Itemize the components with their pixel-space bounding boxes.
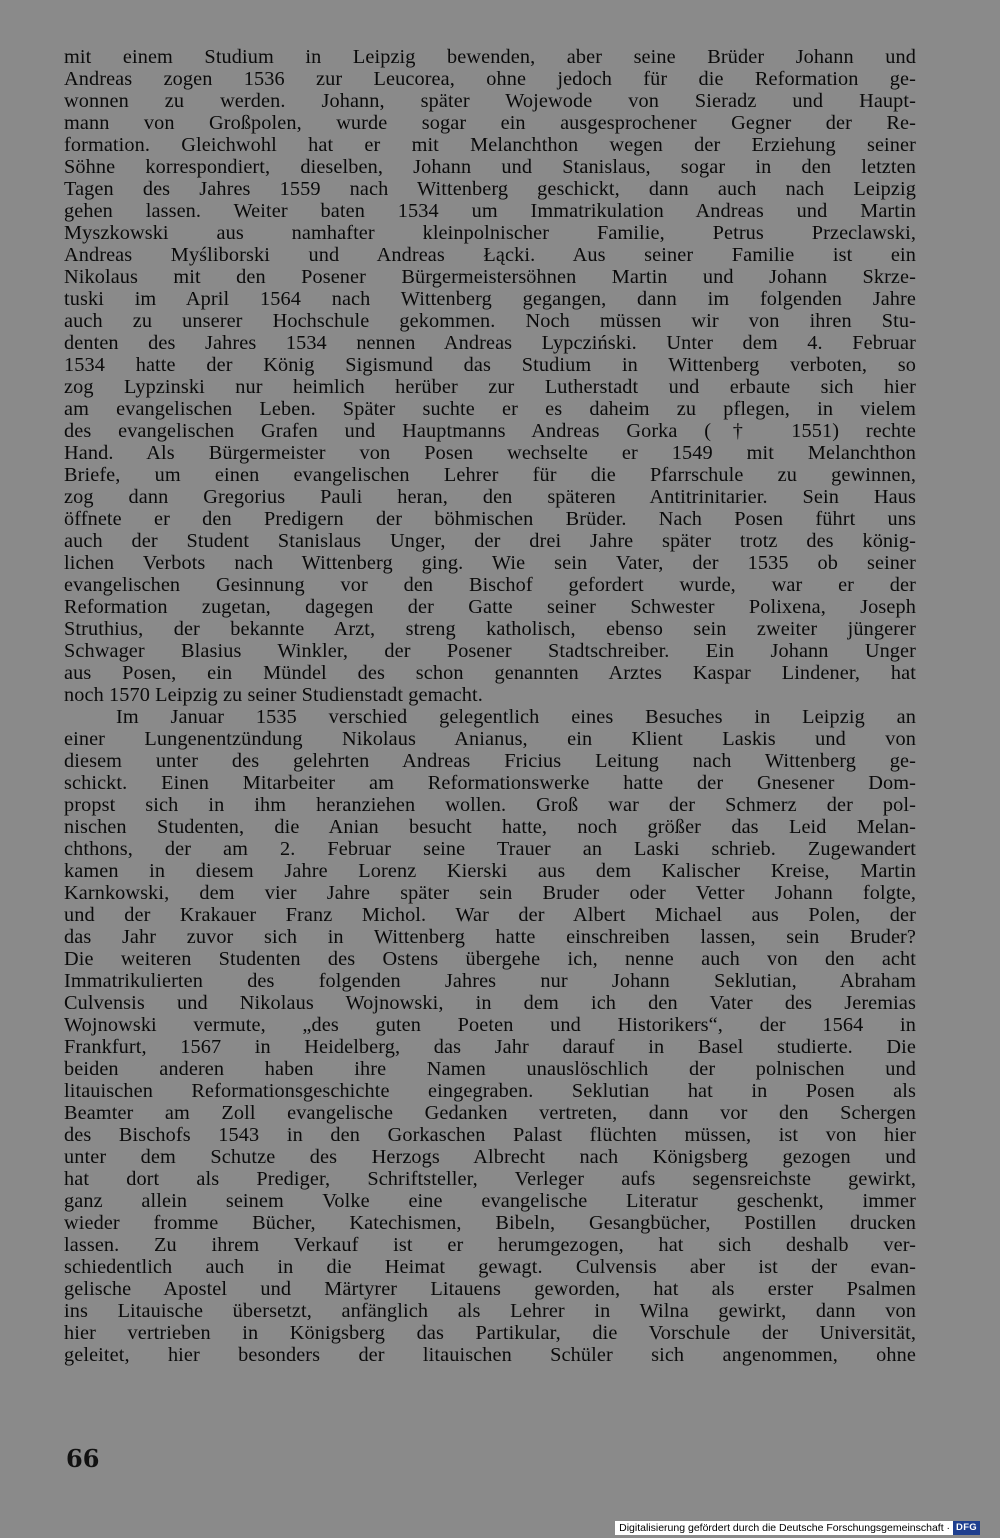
text-line: wieder fromme Bücher, Katechismen, Bibeln, Gesangbücher, Postillen drucken xyxy=(64,1212,916,1234)
text-line: nischen Studenten, die Anian besucht hatte, noch größer das Leid Melan- xyxy=(64,816,916,838)
text-line: öffnete er den Predigern der böhmischen Brüder. Nach Posen führt uns xyxy=(64,508,916,530)
body-text xyxy=(64,46,916,1366)
text-line: Reformation zugetan, dagegen der Gatte seiner Schwester Polixena, Joseph xyxy=(64,596,916,618)
text-line: 1534 hatte der König Sigismund das Studium in Wittenberg verboten, so xyxy=(64,354,916,376)
text-line: chthons, der am 2. Februar seine Trauer an Laski schrieb. Zugewandert xyxy=(64,838,916,860)
text-line: gelische Apostel und Märtyrer Litauens geworden, hat als erster Psalmen xyxy=(64,1278,916,1300)
text-line: Culvensis und Nikolaus Wojnowski, in dem ich den Vater des Jeremias xyxy=(64,992,916,1014)
text-line: unter dem Schutze des Herzogs Albrecht nach Königsberg gezogen und xyxy=(64,1146,916,1168)
text-line: Frankfurt, 1567 in Heidelberg, das Jahr darauf in Basel studierte. Die xyxy=(64,1036,916,1058)
text-line: tuski im April 1564 nach Wittenberg gegangen, dann im folgenden Jahre xyxy=(64,288,916,310)
text-line: mann von Großpolen, wurde sogar ein ausgesprochener Gegner der Re- xyxy=(64,112,916,134)
text-line: lassen. Zu ihrem Verkauf ist er herumgezogen, hat sich deshalb ver- xyxy=(64,1234,916,1256)
text-line: Tagen des Jahres 1559 nach Wittenberg geschickt, dann auch nach Leipzig xyxy=(64,178,916,200)
dfg-logo: DFG xyxy=(953,1521,980,1535)
text-line: des evangelischen Grafen und Hauptmanns Andreas Gorka († 1551) rechte xyxy=(64,420,916,442)
text-line: Beamter am Zoll evangelische Gedanken vertreten, dann vor den Schergen xyxy=(64,1102,916,1124)
text-line: Nikolaus mit den Posener Bürgermeistersöhnen Martin und Johann Skrze- xyxy=(64,266,916,288)
text-line: und der Krakauer Franz Michol. War der Albert Michael aus Polen, der xyxy=(64,904,916,926)
text-line: denten des Jahres 1534 nennen Andreas Lypcziński. Unter dem 4. Februar xyxy=(64,332,916,354)
text-line: ganz allein seinem Volke eine evangelische Literatur geschenkt, immer xyxy=(64,1190,916,1212)
text-line: diesem unter des gelehrten Andreas Fricius Leitung nach Wittenberg ge- xyxy=(64,750,916,772)
text-line: Andreas Myśliborski und Andreas Łącki. Aus seiner Familie ist ein xyxy=(64,244,916,266)
text-line: das Jahr zuvor sich in Wittenberg hatte einschreiben lassen, sein Bruder? xyxy=(64,926,916,948)
text-line: mit einem Studium in Leipzig bewenden, aber seine Brüder Johann und xyxy=(64,46,916,68)
digitization-footer xyxy=(615,1521,980,1535)
text-line: Söhne korrespondiert, dieselben, Johann und Stanislaus, sogar in den letzten xyxy=(64,156,916,178)
text-line: lichen Verbots nach Wittenberg ging. Wie sein Vater, der 1535 ob seiner xyxy=(64,552,916,574)
text-line: zog dann Gregorius Pauli heran, den späteren Antitrinitarier. Sein Haus xyxy=(64,486,916,508)
text-line: evangelischen Gesinnung vor den Bischof gefordert wurde, war er der xyxy=(64,574,916,596)
text-line: geleitet, hier besonders der litauischen Schüler sich angenommen, ohne xyxy=(64,1344,916,1366)
text-line: litauischen Reformationsgeschichte eingegraben. Seklutian hat in Posen als xyxy=(64,1080,916,1102)
text-line: zog Lypzinski nur heimlich herüber zur Lutherstadt und erbaute sich hier xyxy=(64,376,916,398)
page-number: 66 xyxy=(66,1444,100,1473)
text-line: Hand. Als Bürgermeister von Posen wechselte er 1549 mit Melanchthon xyxy=(64,442,916,464)
text-line: einer Lungenentzündung Nikolaus Anianus, ein Klient Laskis und von xyxy=(64,728,916,750)
funding-notice: Digitalisierung gefördert durch die Deutsche Forschungsgemeinschaft · xyxy=(619,1522,951,1534)
text-line: Briefe, um einen evangelischen Lehrer für die Pfarrschule zu gewinnen, xyxy=(64,464,916,486)
text-line: Karnkowski, dem vier Jahre später sein Bruder oder Vetter Johann folgte, xyxy=(64,882,916,904)
text-line: Die weiteren Studenten des Ostens übergehe ich, nenne auch von den acht xyxy=(64,948,916,970)
text-line: Schwager Blasius Winkler, der Posener Stadtschreiber. Ein Johann Unger xyxy=(64,640,916,662)
text-line: beiden anderen haben ihre Namen unauslöschlich der polnischen und xyxy=(64,1058,916,1080)
text-line: formation. Gleichwohl hat er mit Melanchthon wegen der Erziehung seiner xyxy=(64,134,916,156)
text-line: noch 1570 Leipzig zu seiner Studienstadt gemacht. xyxy=(64,684,483,706)
text-line: gehen lassen. Weiter baten 1534 um Immatrikulation Andreas und Martin xyxy=(64,200,916,222)
text-line: kamen in diesem Jahre Lorenz Kierski aus dem Kalischer Kreise, Martin xyxy=(64,860,916,882)
text-line: Wojnowski vermute, „des guten Poeten und Historikers“, der 1564 in xyxy=(64,1014,916,1036)
text-line: schickt. Einen Mitarbeiter am Reformationswerke hatte der Gnesener Dom- xyxy=(64,772,916,794)
text-line: hat dort als Prediger, Schriftsteller, Verleger aufs segensreichste gewirkt, xyxy=(64,1168,916,1190)
text-line: Myszkowski aus namhafter kleinpolnischer Familie, Petrus Przeclawski, xyxy=(64,222,916,244)
text-line: Struthius, der bekannte Arzt, streng katholisch, ebenso sein zweiter jüngerer xyxy=(64,618,916,640)
text-line: ins Litauische übersetzt, anfänglich als Lehrer in Wilna gewirkt, dann von xyxy=(64,1300,916,1322)
text-line: hier vertrieben in Königsberg das Partikular, die Vorschule der Universität, xyxy=(64,1322,916,1344)
text-line: Im Januar 1535 verschied gelegentlich eines Besuches in Leipzig an xyxy=(116,706,916,728)
text-line: Andreas zogen 1536 zur Leucorea, ohne jedoch für die Reformation ge- xyxy=(64,68,916,90)
text-line: aus Posen, ein Mündel des schon genannten Arztes Kaspar Lindener, hat xyxy=(64,662,916,684)
text-line: am evangelischen Leben. Später suchte er es daheim zu pflegen, in vielem xyxy=(64,398,916,420)
text-line: schiedentlich auch in die Heimat gewagt. Culvensis aber ist der evan- xyxy=(64,1256,916,1278)
text-line: Immatrikulierten des folgenden Jahres nur Johann Seklutian, Abraham xyxy=(64,970,916,992)
text-line: des Bischofs 1543 in den Gorkaschen Palast flüchten müssen, ist von hier xyxy=(64,1124,916,1146)
text-line: wonnen zu werden. Johann, später Wojewode von Sieradz und Haupt- xyxy=(64,90,916,112)
text-line: propst sich in ihm heranziehen wollen. Groß war der Schmerz der pol- xyxy=(64,794,916,816)
text-line: auch der Student Stanislaus Unger, der drei Jahre später trotz des könig- xyxy=(64,530,916,552)
text-line: auch zu unserer Hochschule gekommen. Noch müssen wir von ihren Stu- xyxy=(64,310,916,332)
